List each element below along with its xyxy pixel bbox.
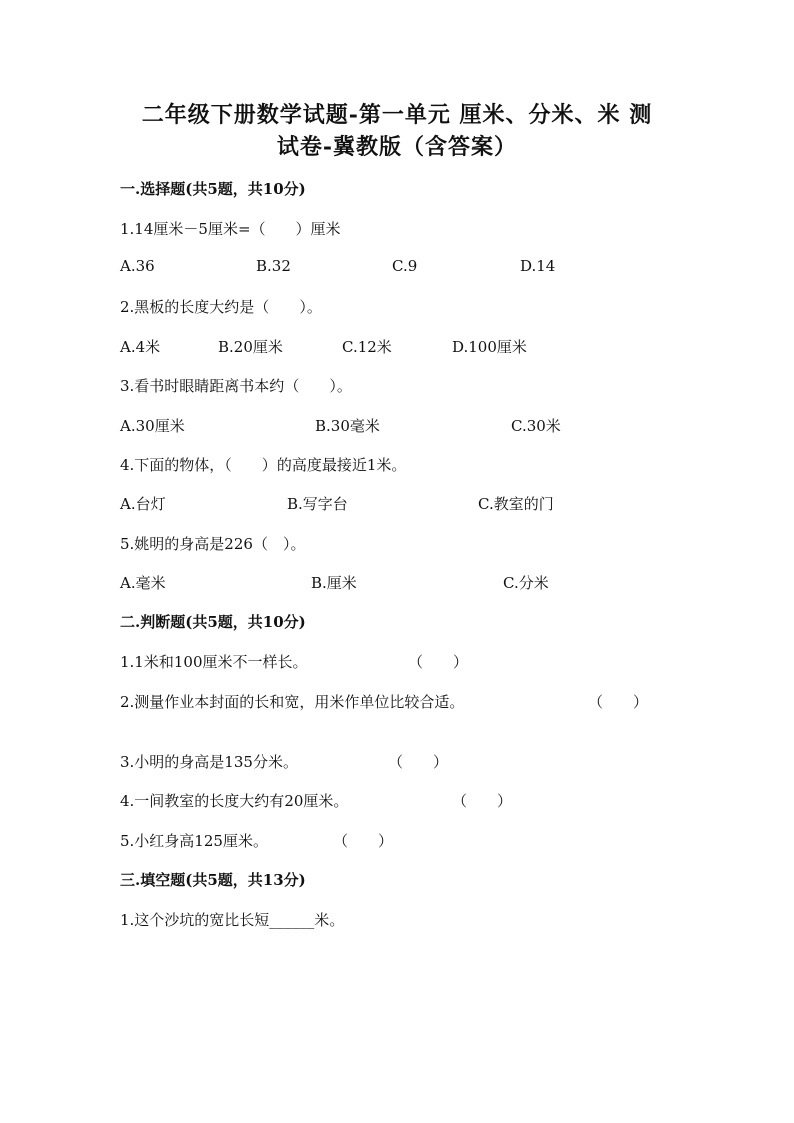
option-d: D.100厘米: [452, 338, 527, 356]
question-text: 1.这个沙坑的宽比长短______米。: [120, 911, 345, 929]
answer-parentheses: （ ）: [388, 753, 449, 771]
answer-parentheses: （ ）: [452, 792, 513, 810]
question-text: 5.小红身高125厘米。: [120, 832, 268, 850]
option-a: A.毫米: [120, 574, 166, 592]
option-c: C.30米: [511, 417, 561, 435]
option-c: C.9: [392, 257, 418, 275]
option-a: A.36: [120, 257, 155, 275]
answer-parentheses: （ ）: [588, 693, 649, 711]
question-text: 2.测量作业本封面的长和宽，用米作单位比较合适。: [120, 693, 465, 711]
question-text: 1.14厘米－5厘米=（ ）厘米: [120, 220, 341, 238]
question-text: 4.一间教室的长度大约有20厘米。: [120, 792, 349, 810]
option-a: A.30厘米: [120, 417, 185, 435]
answer-parentheses: （ ）: [333, 832, 394, 850]
option-c: C.教室的门: [478, 495, 554, 513]
section-heading-judgement: 二.判断题(共5题，共10分): [120, 613, 306, 631]
answer-parentheses: （ ）: [408, 653, 469, 671]
option-b: B.厘米: [311, 574, 357, 592]
page-title-line-2: 试卷-冀教版（含答案）: [276, 134, 518, 160]
question-text: 3.看书时眼睛距离书本约（ ）。: [120, 377, 352, 395]
question-text: 4.下面的物体，（ ）的高度最接近1米。: [120, 456, 407, 474]
option-b: B.30毫米: [315, 417, 380, 435]
section-heading-choice: 一.选择题(共5题，共10分): [120, 180, 306, 198]
option-c: C.分米: [503, 574, 549, 592]
option-b: B.写字台: [287, 495, 348, 513]
question-text: 3.小明的身高是135分米。: [120, 753, 298, 771]
option-b: B.20厘米: [218, 338, 283, 356]
page-title-line-1: 二年级下册数学试题-第一单元 厘米、分米、米 测: [141, 102, 653, 128]
question-text: 5.姚明的身高是226（ ）。: [120, 535, 306, 553]
question-text: 1.1米和100厘米不一样长。: [120, 653, 308, 671]
option-c: C.12米: [342, 338, 392, 356]
option-b: B.32: [256, 257, 291, 275]
option-a: A.台灯: [120, 495, 166, 513]
option-d: D.14: [520, 257, 556, 275]
option-a: A.4米: [120, 338, 161, 356]
section-heading-fill-in: 三.填空题(共5题，共13分): [120, 871, 306, 889]
question-text: 2.黑板的长度大约是（ ）。: [120, 298, 322, 316]
